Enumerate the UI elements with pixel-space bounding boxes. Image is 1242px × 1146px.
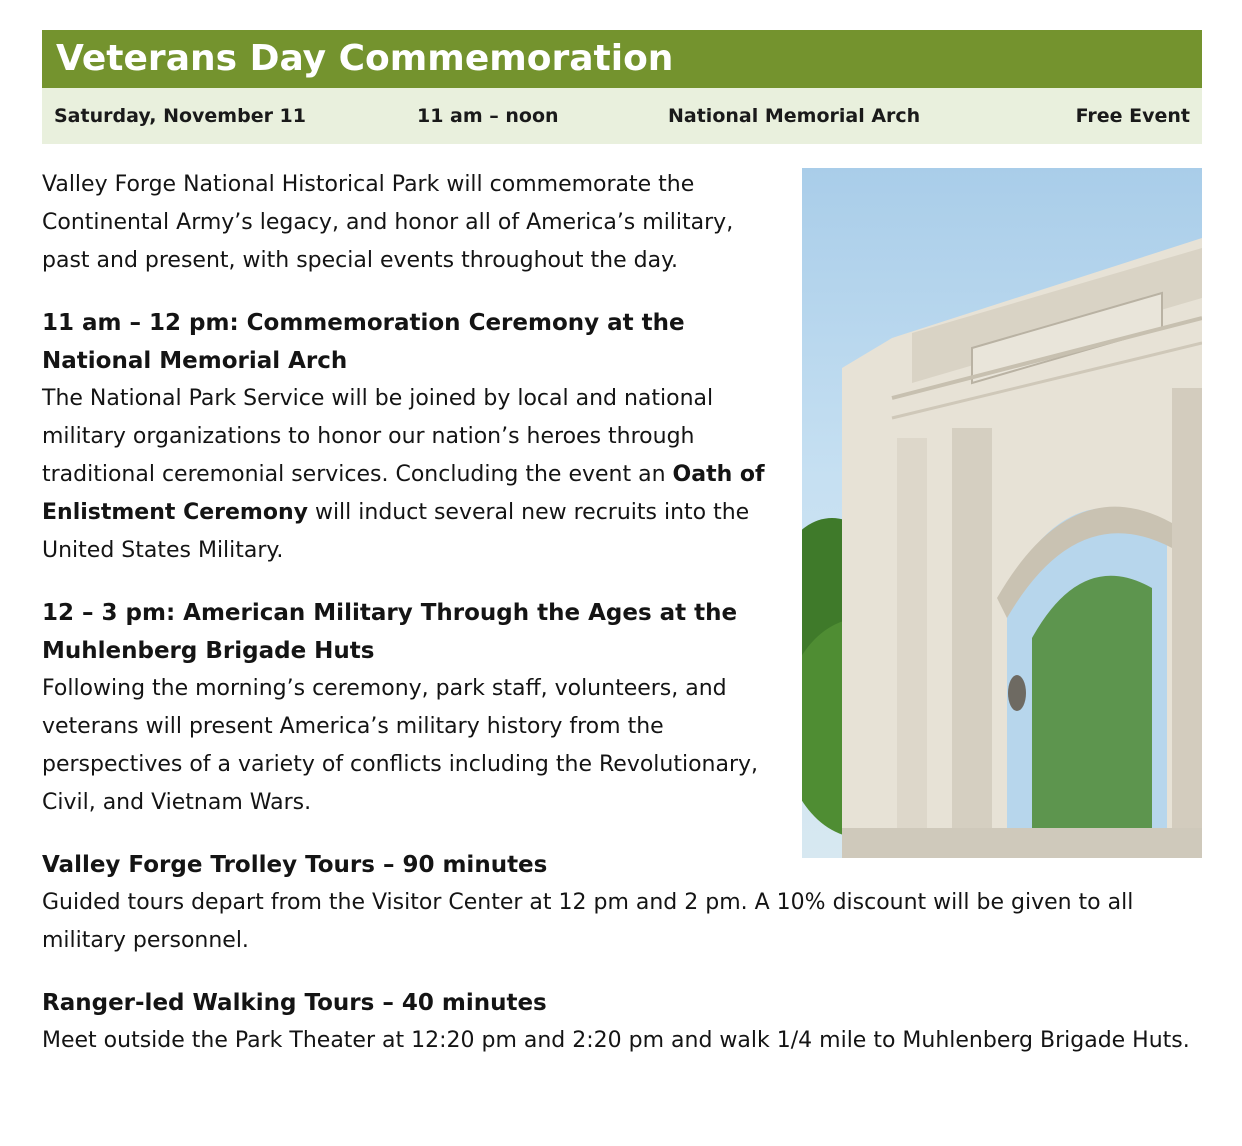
section-body-trolley: Guided tours depart from the Visitor Center at 12 pm and 2 pm. A 10% discount will be given to all military personnel.	[42, 890, 1134, 953]
event-card	[42, 30, 1202, 1053]
section-heading-ceremony: 11 am – 12 pm: Commemoration Ceremony at the National Memorial Arch	[42, 310, 685, 374]
section-body-walking-tours: Meet outside the Park Theater at 12:20 pm and 2:20 pm and walk 1/4 mile to Muhlenberg Brigade Huts.	[42, 1028, 1190, 1053]
event-cost: Free Event	[1075, 105, 1190, 127]
intro-paragraph: Valley Forge National Historical Park will commemorate the Continental Army’s legacy, and honor all of America’s military, past and present, with special events throughout the day.	[42, 172, 734, 273]
ceremony-body-start: The National Park Service will be joined by local and national military organizations to honor our nation’s heroes through traditional ceremonial services. Concluding the event an	[42, 386, 714, 487]
event-title: Veterans Day Commemoration	[56, 38, 674, 79]
event-title-bar	[42, 30, 1202, 88]
ceremony-body-end: will induct several new recruits into the United States Military.	[42, 500, 750, 563]
oath-ceremony-highlight: Oath of Enlistment Ceremony	[42, 462, 765, 525]
section-heading-trolley: Valley Forge Trolley Tours – 90 minutes	[42, 852, 548, 878]
event-time: 11 am – noon	[417, 105, 559, 127]
event-info-bar	[42, 88, 1202, 144]
event-location: National Memorial Arch	[668, 105, 921, 127]
event-content	[42, 166, 1202, 1060]
section-heading-walking-tours: Ranger-led Walking Tours – 40 minutes	[42, 990, 547, 1016]
section-heading-military-ages: 12 – 3 pm: American Military Through the Ages at the Muhlenberg Brigade Huts	[42, 600, 738, 664]
section-body-ceremony	[42, 380, 787, 570]
event-date: Saturday, November 11	[54, 105, 307, 127]
section-body-military-ages: Following the morning’s ceremony, park staff, volunteers, and veterans will present America’s military history from the perspectives of a variety of conflicts including the Revolutionary, Civil, and Vietnam Wars.	[42, 676, 759, 815]
